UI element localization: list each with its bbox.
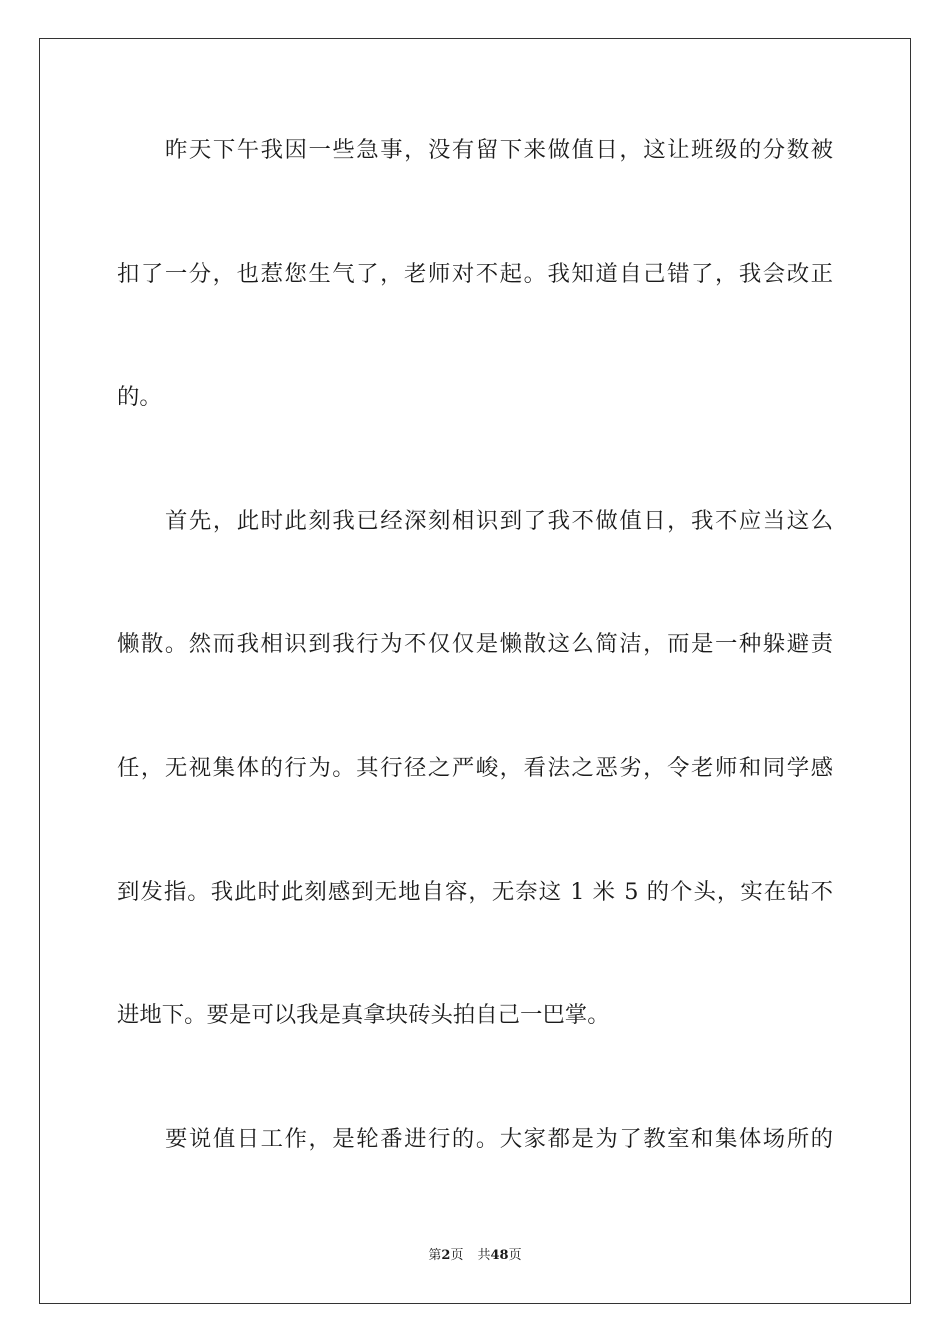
text-line: 懒散。然而我相识到我行为不仅仅是懒散这么简洁，而是一种躲避责	[117, 631, 833, 658]
document-body	[117, 122, 833, 1234]
text-line: 任，无视集体的行为。其行径之严峻，看法之恶劣，令老师和同学感	[117, 754, 833, 781]
footer-total-prefix: 共	[477, 1248, 491, 1263]
total-pages-number: 48	[490, 1248, 509, 1263]
text-line: 扣了一分，也惹您生气了，老师对不起。我知道自己错了，我会改正	[117, 260, 833, 287]
text-line: 进地下。要是可以我是真拿块砖头拍自己一巴掌。	[117, 1002, 610, 1029]
text-line: 昨天下午我因一些急事，没有留下来做值日，这让班级的分数被	[165, 137, 833, 163]
current-page-number: 2	[441, 1248, 451, 1263]
text-line: 首先，此时此刻我已经深刻相识到了我不做值日，我不应当这么	[165, 507, 833, 534]
text-line: 的。	[117, 384, 162, 411]
page-footer	[0, 1247, 950, 1265]
text-line: 要说值日工作，是轮番进行的。大家都是为了教室和集体场所的	[165, 1125, 833, 1152]
footer-prefix: 第	[428, 1248, 442, 1263]
text-line: 到发指。我此时此刻感到无地自容，无奈这 1 米 5 的个头，实在钻不	[117, 878, 833, 905]
footer-total-unit: 页	[508, 1248, 522, 1263]
footer-page-unit: 页	[450, 1248, 464, 1263]
